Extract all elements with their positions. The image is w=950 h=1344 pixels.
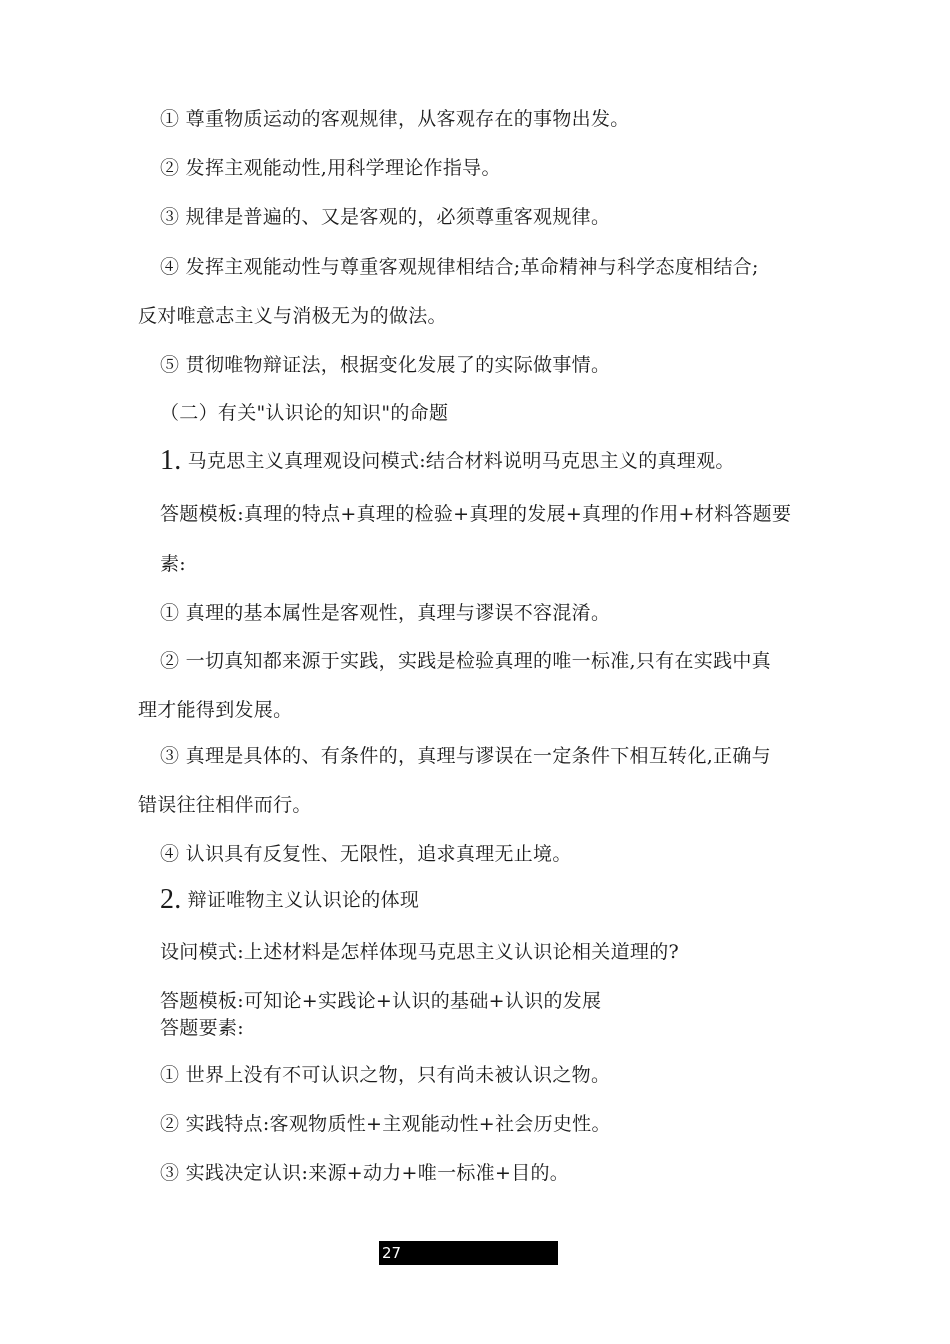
heading-number: 1. <box>160 445 182 476</box>
text-line: 错误往往相伴而行。 <box>138 794 312 816</box>
text-line: ④ 发挥主观能动性与尊重客观规律相结合;革命精神与科学态度相结合; <box>160 256 759 278</box>
text-line: ③ 规律是普遍的、又是客观的，必须尊重客观规律。 <box>160 206 611 228</box>
text-line: ③ 真理是具体的、有条件的，真理与谬误在一定条件下相互转化,正确与 <box>160 745 771 767</box>
text-line: 答题模板:可知论+实践论+认识的基础+认识的发展 <box>160 990 602 1012</box>
numbered-heading-2 <box>160 884 420 915</box>
text-line: ① 尊重物质运动的客观规律，从客观存在的事物出发。 <box>160 108 630 130</box>
text-line: ④ 认识具有反复性、无限性，追求真理无止境。 <box>160 843 572 865</box>
text-line: ① 真理的基本属性是客观性，真理与谬误不容混淆。 <box>160 602 611 624</box>
numbered-heading-1 <box>160 445 735 476</box>
text-line: 理才能得到发展。 <box>138 699 293 721</box>
text-line: 素: <box>160 553 187 575</box>
text-line: 反对唯意志主义与消极无为的做法。 <box>138 305 447 327</box>
heading-text: 辩证唯物主义认识论的体现 <box>187 889 420 911</box>
heading-text: 马克思主义真理观设问模式:结合材料说明马克思主义的真理观。 <box>187 450 735 472</box>
text-line: ② 一切真知都来源于实践，实践是检验真理的唯一标准,只有在实践中真 <box>160 650 771 672</box>
heading-number: 2. <box>160 884 182 915</box>
text-line: ① 世界上没有不可认识之物，只有尚未被认识之物。 <box>160 1064 611 1086</box>
text-line: ② 实践特点:客观物质性+主观能动性+社会历史性。 <box>160 1113 611 1135</box>
section-heading: （二）有关"认识论的知识"的命题 <box>160 402 449 424</box>
text-line: 答题要素: <box>160 1017 244 1039</box>
text-line: ⑤ 贯彻唯物辩证法，根据变化发展了的实际做事情。 <box>160 354 611 376</box>
text-line: 设问模式:上述材料是怎样体现马克思主义认识论相关道理的? <box>160 941 679 963</box>
text-line: 答题模板:真理的特点+真理的检验+真理的发展+真理的作用+材料答题要 <box>160 503 792 525</box>
text-line: ③ 实践决定认识:来源+动力+唯一标准+目的。 <box>160 1162 570 1184</box>
text-line: ② 发挥主观能动性,用科学理论作指导。 <box>160 157 501 179</box>
page-number: 27 <box>379 1241 558 1265</box>
